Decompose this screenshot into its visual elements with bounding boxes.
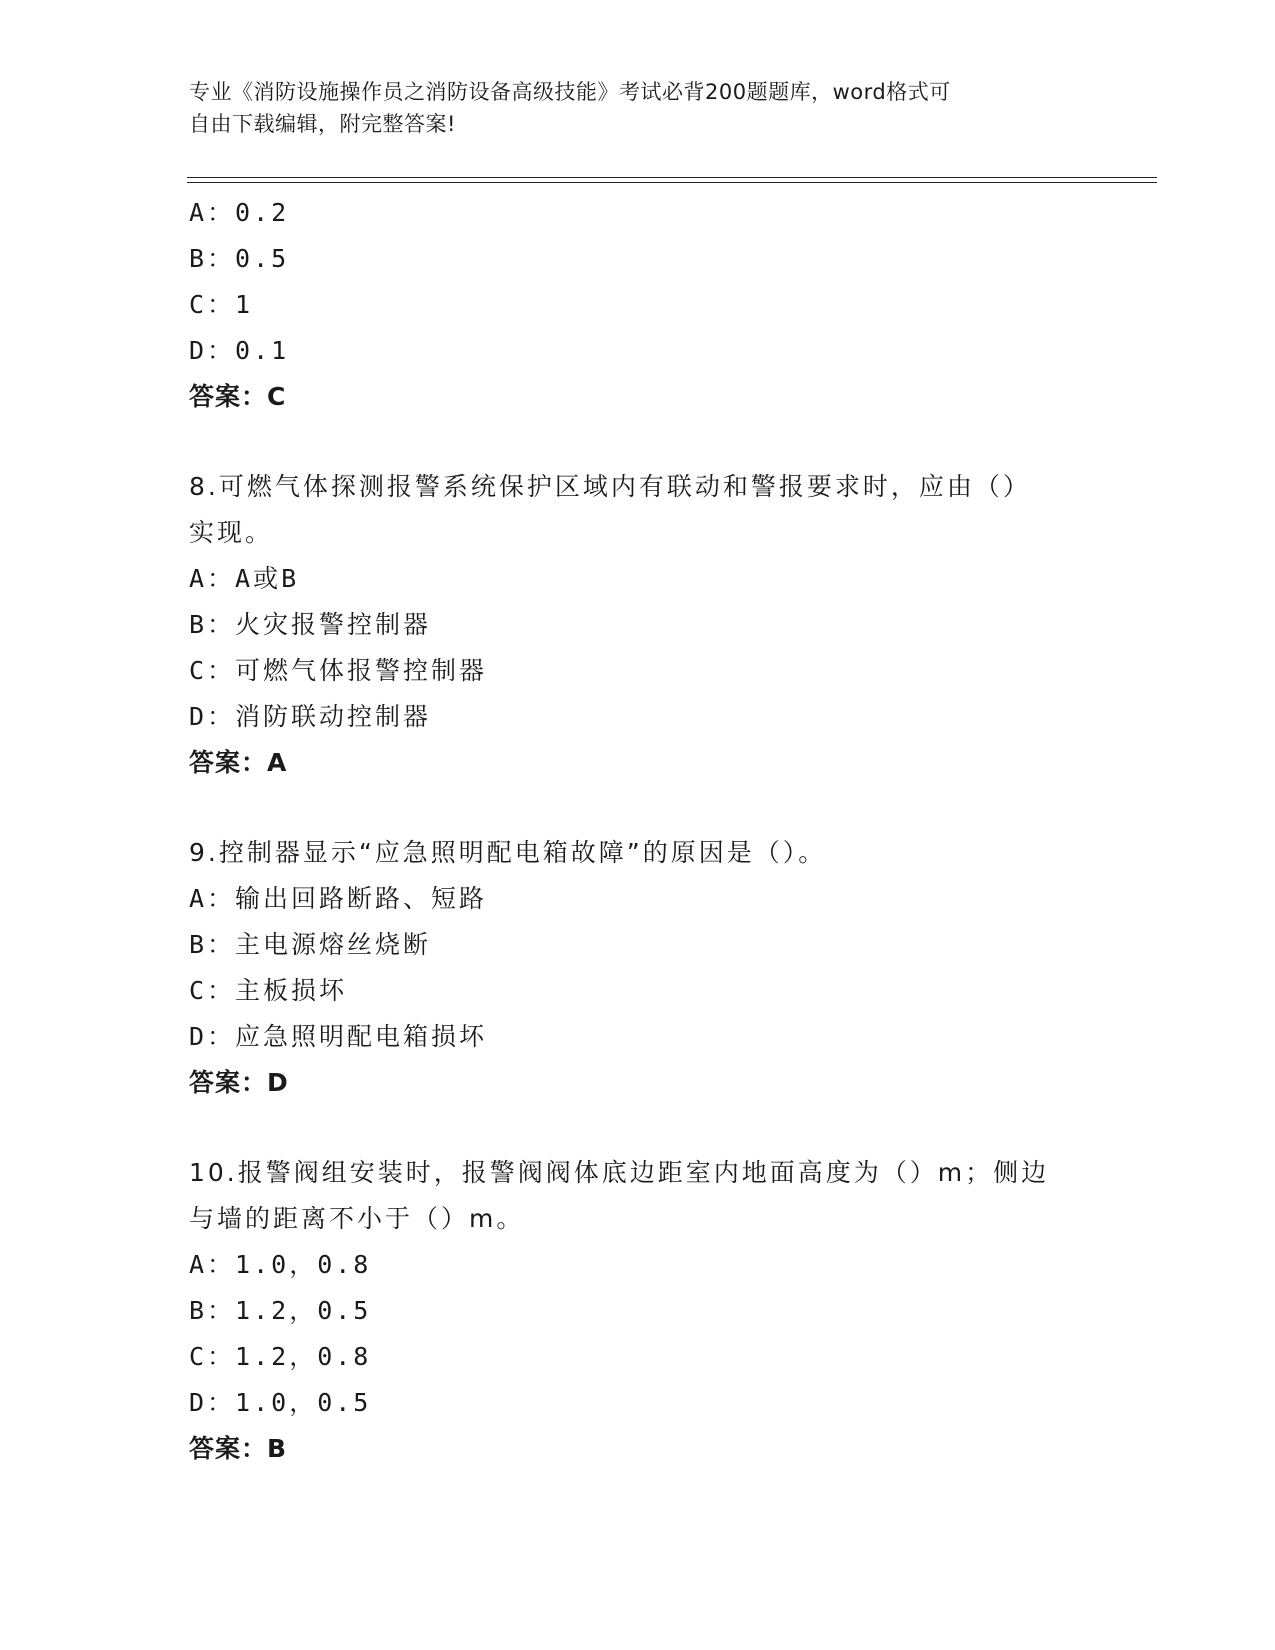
header-line-2: 自由下载编辑，附完整答案! bbox=[189, 112, 456, 136]
option-a: A：1.0，0.8 bbox=[189, 1250, 372, 1279]
question-block-8 bbox=[189, 464, 1149, 786]
option-c: C：可燃气体报警控制器 bbox=[189, 656, 488, 685]
question-list bbox=[189, 190, 1149, 1472]
option-d: D：应急照明配电箱损坏 bbox=[189, 1022, 488, 1051]
header-divider-bottom bbox=[187, 182, 1157, 183]
document-header bbox=[189, 76, 1069, 140]
question-text-line-2: 实现。 bbox=[189, 518, 274, 547]
option-b: B：1.2，0.5 bbox=[189, 1296, 372, 1325]
option-b: B：火灾报警控制器 bbox=[189, 610, 432, 639]
option-a: A：0.2 bbox=[189, 198, 290, 227]
question-text-line-1: 8.可燃气体探测报警系统保护区域内有联动和警报要求时，应由（） bbox=[189, 472, 1031, 501]
question-block-9 bbox=[189, 830, 1149, 1106]
answer-label: 答案：D bbox=[189, 1068, 289, 1097]
question-text-line-1: 9.控制器显示“应急照明配电箱故障”的原因是（）。 bbox=[189, 838, 827, 867]
option-b: B：主电源熔丝烧断 bbox=[189, 930, 432, 959]
header-line-1: 专业《消防设施操作员之消防设备高级技能》考试必背200题题库，word格式可 bbox=[189, 80, 951, 104]
answer-label: 答案：C bbox=[189, 382, 287, 411]
option-d: D：0.1 bbox=[189, 336, 290, 365]
option-c: C：主板损坏 bbox=[189, 976, 348, 1005]
option-b: B：0.5 bbox=[189, 244, 290, 273]
option-a: A：A或B bbox=[189, 564, 300, 593]
header-divider-top bbox=[187, 177, 1157, 178]
question-text-line-2: 与墙的距离不小于（）m。 bbox=[189, 1204, 525, 1233]
option-d: D：消防联动控制器 bbox=[189, 702, 432, 731]
option-c: C：1.2，0.8 bbox=[189, 1342, 372, 1371]
option-a: A：输出回路断路、短路 bbox=[189, 884, 488, 913]
option-c: C：1 bbox=[189, 290, 254, 319]
question-block-10 bbox=[189, 1150, 1149, 1472]
answer-label: 答案：B bbox=[189, 1434, 288, 1463]
question-text-line-1: 10.报警阀组安装时，报警阀阀体底边距室内地面高度为（）m；侧边 bbox=[189, 1158, 1050, 1187]
option-d: D：1.0，0.5 bbox=[189, 1388, 372, 1417]
answer-label: 答案：A bbox=[189, 748, 288, 777]
question-block-7 bbox=[189, 190, 1149, 420]
